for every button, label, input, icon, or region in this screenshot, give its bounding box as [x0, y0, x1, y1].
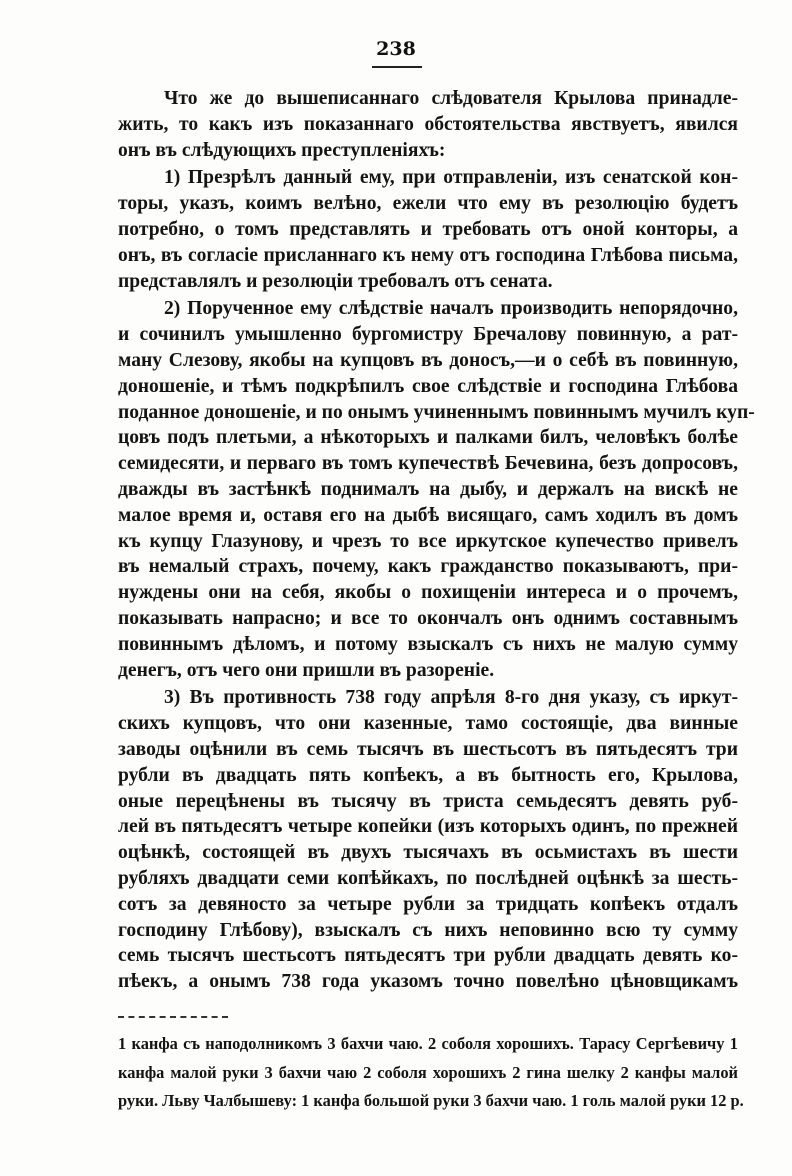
- text-line: торы, указъ, коимъ велѣно, ежели что ему въ резолюцію будетъ: [118, 193, 738, 215]
- text-line: дважды въ застѣнкѣ поднималъ на дыбу, и держалъ на вискѣ не: [118, 478, 738, 500]
- text-line: лей въ пятьдесятъ четыре копейки (изъ которыхъ одинъ, по прежней: [118, 816, 738, 838]
- footnote-line: руки. Льву Чалбышеву: 1 канфа большой руки 3 бахчи чаю. 1 голь малой руки 12 р.: [118, 1091, 744, 1111]
- text-line: представлялъ и резолюціи требовалъ отъ сената.: [118, 270, 553, 292]
- text-line: къ купцу Глазунову, и чрезъ то все иркутское купечество привелъ: [118, 530, 738, 552]
- text-line: оцѣнкѣ, состоящей въ двухъ тысячахъ въ осьмистахъ въ шести: [118, 842, 738, 864]
- text-line: повиннымъ дѣломъ, и потому взыскалъ съ нихъ не малую сумму: [118, 633, 738, 655]
- paragraph-item-2: [118, 296, 755, 683]
- paragraph-item-1: [118, 165, 738, 294]
- text-line: господину Глѣбову), взыскалъ съ нихъ неповинно всю ту сумму: [118, 919, 738, 941]
- page-number-underline: [372, 66, 422, 68]
- text-line: рубли въ двадцать пять копѣекъ, а въ бытность его, Крылова,: [118, 764, 738, 786]
- paragraph-intro: [118, 86, 738, 163]
- body-text: [118, 86, 755, 997]
- text-line: доношеніе, и тѣмъ подкрѣпилъ свое слѣдствіе и господина Глѣбова: [118, 375, 738, 397]
- paragraph-item-3: [118, 685, 738, 995]
- footnote-line: 1 канфа съ наподолникомъ 3 бахчи чаю. 2 соболя хорошихъ. Тарасу Сергѣевичу 1: [118, 1034, 738, 1053]
- text-line: денегъ, отъ чего они пришли въ разореніе.: [118, 659, 495, 681]
- text-line: онъ въ слѣдующихъ преступленіяхъ:: [118, 139, 446, 161]
- text-line: семь тысячъ шестьсотъ пятьдесятъ три рубли двадцать девять ко-: [118, 945, 738, 967]
- text-line: пѣекъ, а онымъ 738 года указомъ точно повелѣно цѣновщикамъ: [118, 971, 738, 993]
- text-line: семидесяти, и перваго въ томъ купечествѣ Бечевина, безъ допросовъ,: [118, 453, 738, 475]
- footnote-line: канфа малой руки 3 бахчи чаю 2 соболя хорошихъ 2 гина шелку 2 канфы малой: [118, 1062, 738, 1082]
- text-line: цовъ подъ плетьми, а нѣкоторыхъ и палками билъ, человѣкъ болѣе: [118, 427, 738, 449]
- text-line: заводы оцѣнили въ семь тысячъ въ шестьсотъ въ пятьдесятъ три: [118, 738, 738, 760]
- text-line: 2) Порученное ему слѣдствіе началъ производить непорядочно,: [164, 298, 738, 320]
- footnotes: [118, 1030, 744, 1116]
- text-line: жить, то какъ изъ показаннаго обстоятельства явствуетъ, явился: [118, 113, 738, 135]
- text-line: 1) Презрѣлъ данный ему, при отправленіи, изъ сенатской кон-: [164, 167, 738, 189]
- text-line: 3) Въ противность 738 году апрѣля 8-го дня указу, съ иркут-: [164, 687, 738, 709]
- text-line: малое время и, оставя его на дыбѣ висящаго, самъ ходилъ въ домъ: [118, 504, 738, 526]
- page-number: 238: [376, 38, 416, 60]
- text-line: скихъ купцовъ, что они казенные, тамо состоящіе, два винные: [118, 713, 738, 735]
- text-line: въ немалый страхъ, почему, какъ гражданство показываютъ, при-: [118, 556, 738, 578]
- text-line: онъ, въ согласіе присланнаго къ нему отъ господина Глѣбова письма,: [118, 244, 738, 266]
- text-line: Что же до вышеписаннаго слѣдователя Крылова принадле-: [164, 88, 738, 109]
- text-line: нуждены они на себя, якобы о похищеніи интереса и о прочемъ,: [118, 582, 738, 604]
- text-line: рубляхъ двадцати семи копѣйкахъ, по послѣдней оцѣнкѣ за шесть-: [118, 867, 738, 889]
- footnote-divider: [118, 1016, 228, 1018]
- text-line: сотъ за девяносто за четыре рубли за тридцать копѣекъ отдалъ: [118, 893, 738, 915]
- text-line: показывать напрасно; и все то окончалъ онъ однимъ составнымъ: [118, 607, 738, 629]
- text-line: потребно, о томъ представлять и требовать отъ оной конторы, а: [118, 218, 738, 240]
- text-line: оные перецѣнены въ тысячу въ триста семьдесятъ девять руб-: [118, 790, 738, 812]
- text-line: поданное доношеніе, и по онымъ учиненнымъ повиннымъ мучилъ куп-: [118, 401, 755, 423]
- text-line: ману Слезову, якобы на купцовъ въ доносъ,—и о себѣ въ повинную,: [118, 349, 738, 371]
- text-line: и сочинилъ умышленно бургомистру Бречалову повинную, а рат-: [118, 324, 738, 346]
